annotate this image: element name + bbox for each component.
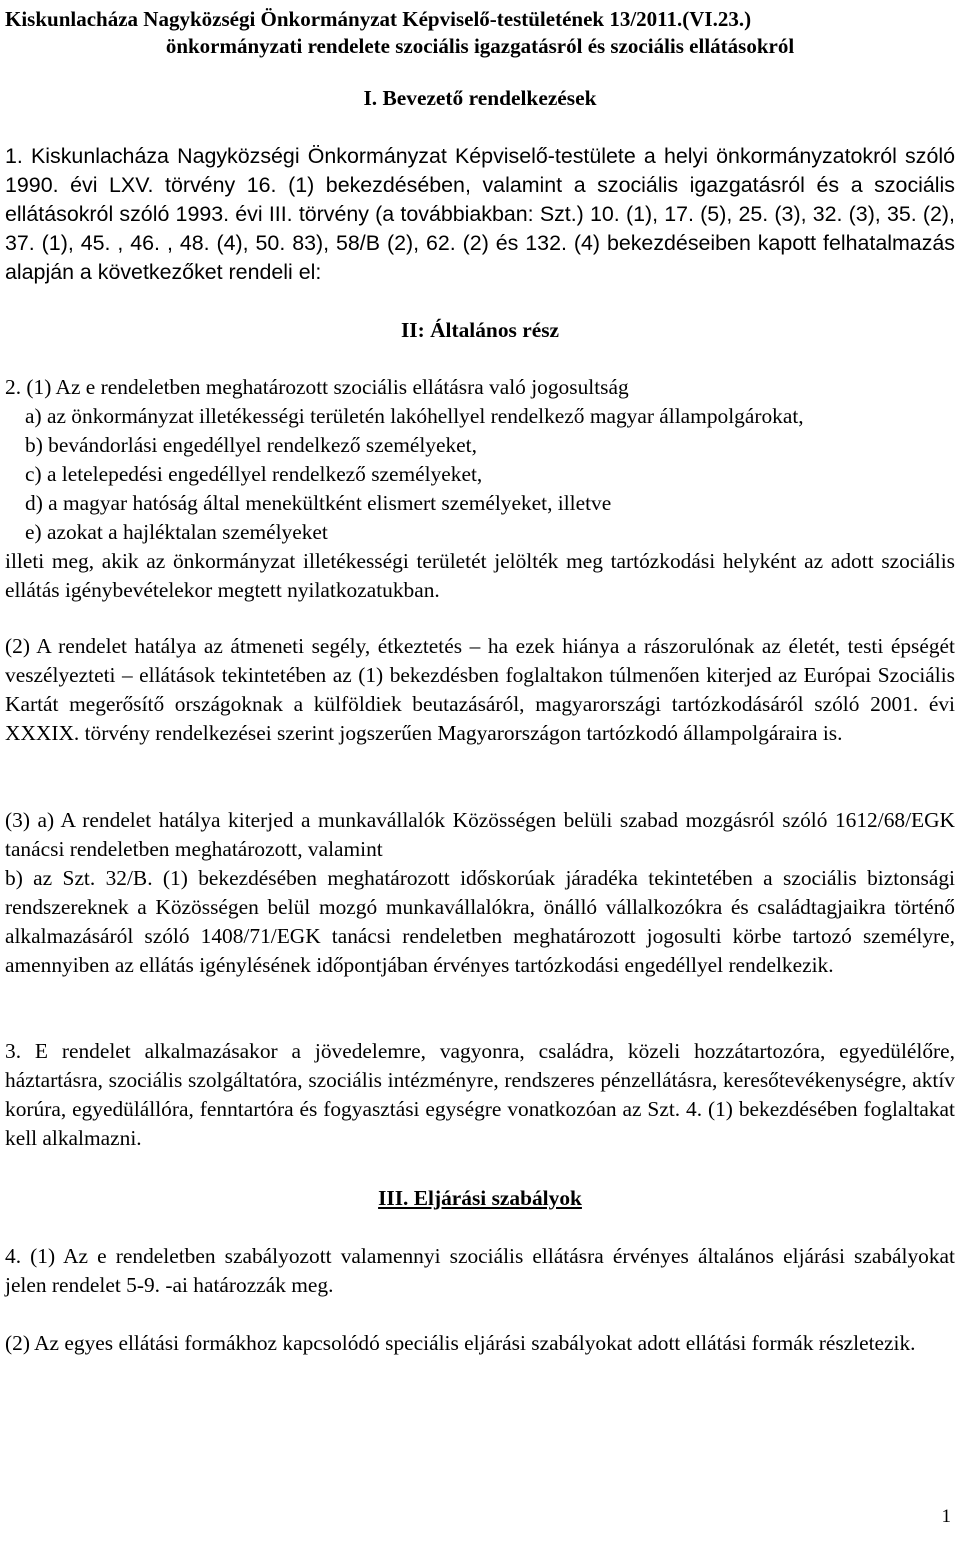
- paragraph-2-1-intro: 2. (1) Az e rendeletben meghatározott szociális ellátásra való jogosultság: [5, 375, 629, 399]
- paragraph-2-3: [5, 806, 955, 980]
- paragraph-2-3-b: b) az Szt. 32/B. (1) bekezdésében meghatározott időskorúak járadéka tekintetében a szociális biztonsági rendszereknek a Közösségen belül mozgó munkavállalókra, önálló vállalkozókra és családtagjaikra történő alkalmazásáról szóló 1408/71/EGK tanácsi rendeletben meghatározott jogosulti körbe tartozó személyre, amennyiben az ellátás igénylésének időpontjában érvényes tartózkodási engedéllyel rendelkezik.: [5, 866, 955, 977]
- section-heading-procedural: III. Eljárási szabályok: [378, 1186, 582, 1210]
- list-item-a: a) az önkormányzat illetékességi területén lakóhellyel rendelkező magyar állampolgárokat,: [25, 404, 804, 428]
- paragraph-4-1: 4. (1) Az e rendeletben szabályozott valamennyi szociális ellátásra érvényes általános eljárási szabályokat jelen rendelet 5-9. -ai határozzák meg.: [5, 1244, 955, 1297]
- paragraph-4-2: (2) Az egyes ellátási formákhoz kapcsolódó speciális eljárási szabályokat adott ellátási formák részletezik.: [5, 1331, 916, 1355]
- section-heading-procedural-wrap: [5, 1184, 955, 1213]
- list-item-d: d) a magyar hatóság által menekültként elismert személyeket, illetve: [25, 491, 612, 515]
- title-line-2: önkormányzati rendelete szociális igazgatásról és szociális ellátásokról: [165, 34, 795, 58]
- document-title: [5, 6, 955, 60]
- section-heading-general: II: Általános rész: [400, 318, 560, 342]
- paragraph-1: 1. Kiskunlacháza Nagyközségi Önkormányzat Képviselő-testülete a helyi önkormányzatokról szóló 1990. évi LXV. törvény 16. (1) bekezdésében, valamint a szociális igazgatásról és a szociális ellátásokról szóló 1993. évi III. törvény (a továbbiakban: Szt.) 10. (1), 17. (5), 25. (3), 32. (3), 35. (2), 37. (1), 45. , 46. , 48. (4), 50. 83), 58/B (2), 62. (2) és 132. (4) bekezdéseiben kapott felhatalmazás alapján a következőket rendeli el:: [5, 144, 955, 284]
- paragraph-2-1: [5, 373, 955, 605]
- title-line-1: Kiskunlacháza Nagyközségi Önkormányzat Képviselő-testületének 13/2011.(VI.23.): [5, 7, 752, 31]
- paragraph-2-2: (2) A rendelet hatálya az átmeneti segély, étkeztetés – ha ezek hiánya a rászorulónak az életét, testi épségét veszélyezteti – ellátások tekintetében az (1) bekezdésben foglaltakon túlmenően kiterjed az Európai Szociális Kartát megerősítő országoknak a külföldiek beutazásáról, magyarországi tartózkodásáról szóló 2001. évi XXXIX. törvény rendelkezései szerint jogszerűen Magyarországon tartózkodó állampolgáraira is.: [5, 634, 955, 745]
- paragraph-3: 3. E rendelet alkalmazásakor a jövedelemre, vagyonra, családra, közeli hozzátartozóra, egyedülélőre, háztartásra, szociális szolgáltatóra, szociális intézményre, rendszeres pénzellátásra, keresőtevékenységre, aktív korúra, egyedülállóra, fenntartóra és fogyasztási egységre vonatkozóan az Szt. 4. (1) bekezdésében foglaltakat kell alkalmazni.: [5, 1039, 955, 1150]
- list-item-b: b) bevándorlási engedéllyel rendelkező személyeket,: [25, 433, 477, 457]
- paragraph-2-1-outro: illeti meg, akik az önkormányzat illetékességi területét jelölték meg tartózkodási helyként az adott szociális ellátás igénybevételekor megtett nyilatkozatukban.: [5, 549, 955, 602]
- section-heading-introductory: I. Bevezető rendelkezések: [363, 86, 597, 110]
- document-page: [5, 0, 955, 1541]
- page-number: 1: [941, 1506, 951, 1527]
- list-item-e: e) azokat a hajléktalan személyeket: [25, 520, 328, 544]
- list-item-c: c) a letelepedési engedéllyel rendelkező személyeket,: [25, 462, 483, 486]
- paragraph-2-3-a: (3) a) A rendelet hatálya kiterjed a munkavállalók Közösségen belüli szabad mozgásról szóló 1612/68/EGK tanácsi rendeletben meghatározott, valamint: [5, 808, 955, 861]
